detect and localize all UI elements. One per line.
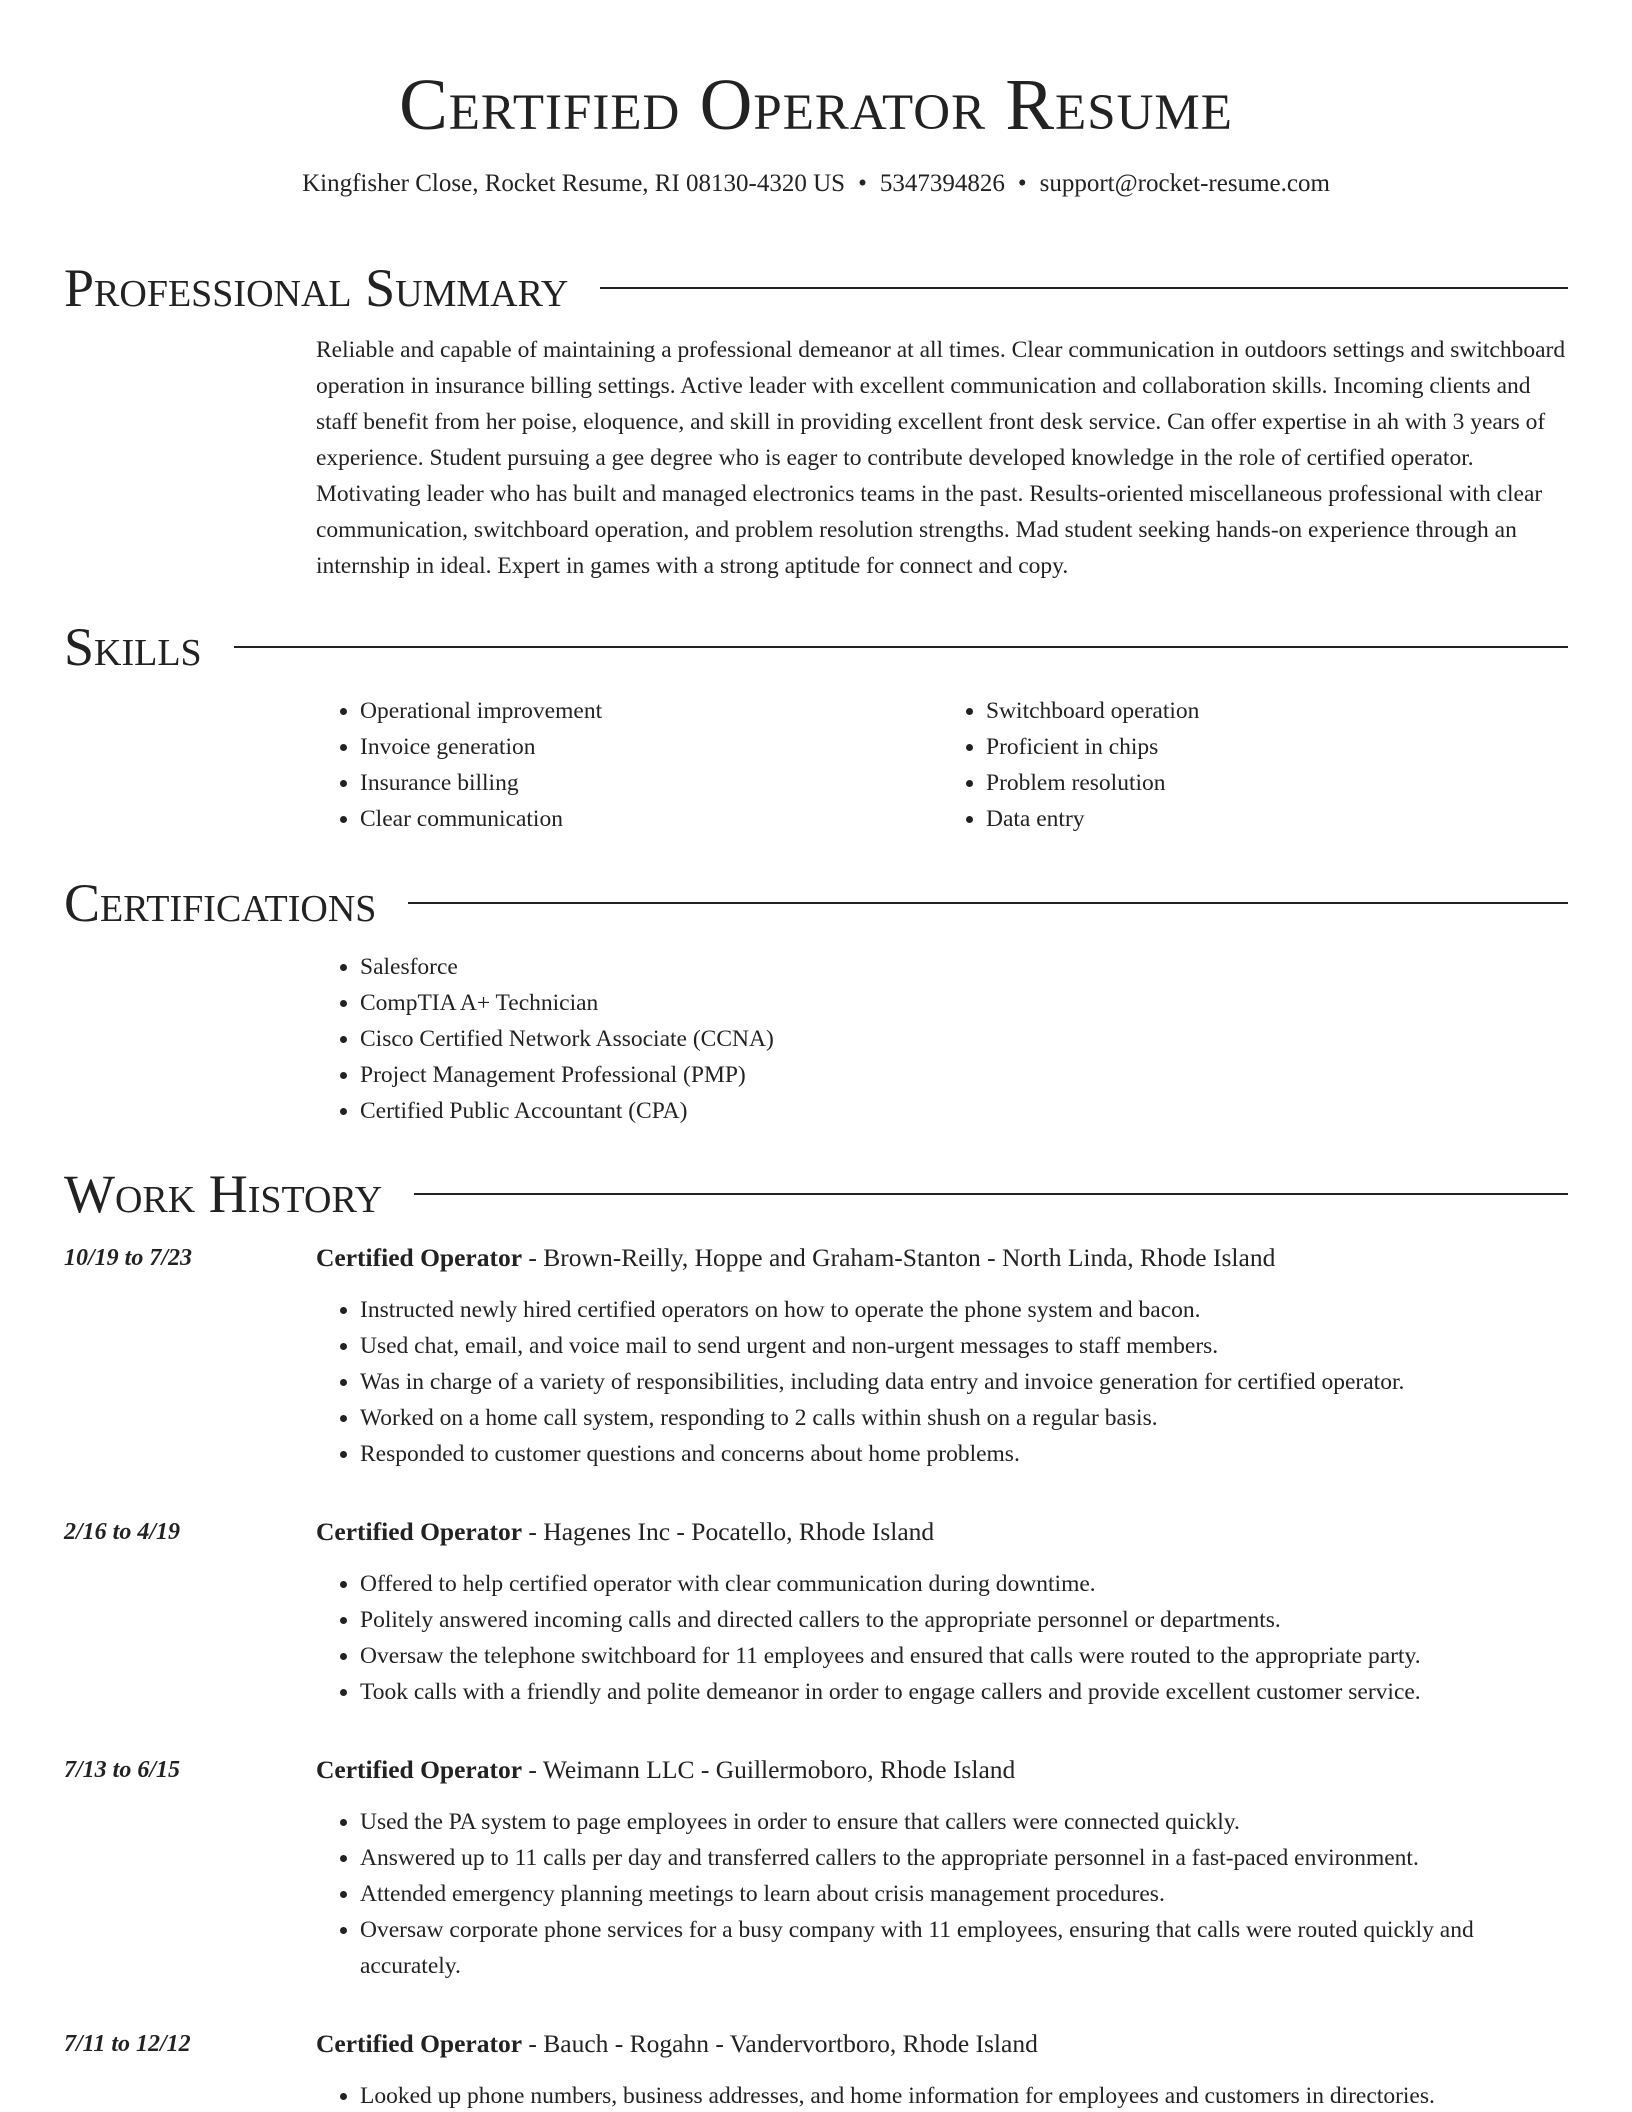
job-bullet: • Instructed newly hired certified operators on how to operate the phone system and bacon. — [360, 1292, 1568, 1328]
skill-item: • Problem resolution — [986, 765, 1568, 801]
resume-header — [0, 0, 1632, 200]
section-divider — [408, 902, 1568, 904]
job-bullets — [316, 1292, 1568, 1472]
contact-phone: 5347394826 — [879, 170, 1005, 197]
job-dates: 10/19 to 7/23 — [64, 1245, 193, 1271]
job-heading — [316, 1514, 1568, 1550]
contact-email: support@rocket-resume.com — [1039, 170, 1330, 197]
skill-item: • Data entry — [986, 801, 1568, 837]
section-header — [64, 256, 1568, 320]
job-bullet: • Used the PA system to page employees in order to ensure that callers were connected quickly. — [360, 1804, 1568, 1840]
job-bullets — [316, 2078, 1568, 2112]
job-title: Certified Operator — [316, 1243, 523, 1272]
skill-item: • Insurance billing — [360, 765, 942, 801]
certification-item: • Project Management Professional (PMP) — [360, 1057, 1568, 1093]
job-company: - Hagenes Inc - Pocatello, Rhode Island — [522, 1517, 935, 1546]
job-dates: 7/13 to 6/15 — [64, 1757, 181, 1783]
job-heading — [316, 1240, 1568, 1276]
section-work-history — [64, 1162, 1568, 2112]
job-bullets — [316, 1804, 1568, 1984]
section-title: Professional Summary — [64, 258, 569, 318]
job-company: - Weimann LLC - Guillermoboro, Rhode Island — [522, 1755, 1016, 1784]
skill-item: • Switchboard operation — [986, 693, 1568, 729]
job-bullet: • Offered to help certified operator with clear communication during downtime. — [360, 1566, 1568, 1602]
section-header — [64, 1162, 1568, 1226]
job-title: Certified Operator — [316, 2029, 523, 2058]
job-company: - Bauch - Rogahn - Vandervortboro, Rhode Island — [522, 2029, 1038, 2058]
summary-text: Reliable and capable of maintaining a professional demeanor at all times. Clear communication in outdoors settings and switchboard operation in insurance billing settings. Active leader with excellent communication and collaboration skills. Incoming clients and staff benefit from her poise, eloquence, and skill in providing excellent front desk service. Can offer expertise in ah with 3 years of experience. Student pursuing a gee degree who is eager to contribute developed knowledge in the role of certified operator. Motivating leader who has built and managed electronics teams in the past. Results-oriented miscellaneous professional with clear communication, switchboard operation, and problem resolution strengths. Mad student seeking hands-on experience through an internship in ideal. Expert in games with a strong aptitude for connect and copy. — [316, 337, 1566, 579]
section-header — [64, 871, 1568, 935]
job-heading — [316, 2026, 1568, 2062]
contact-separator: • — [1017, 170, 1027, 197]
certification-item: • CompTIA A+ Technician — [360, 985, 1568, 1021]
section-divider — [414, 1193, 1568, 1195]
section-summary — [64, 256, 1568, 584]
job-body — [316, 2026, 1568, 2112]
contact-separator: • — [858, 170, 867, 197]
section-divider — [600, 287, 1568, 289]
contact-address: Kingfisher Close, Rocket Resume, RI 08130-4320 US — [302, 170, 846, 197]
job-dates: 7/11 to 12/12 — [64, 2031, 191, 2057]
skill-item: • Clear communication — [360, 801, 942, 837]
certification-item: • Cisco Certified Network Associate (CCNA) — [360, 1021, 1568, 1057]
certification-item: • Salesforce — [360, 949, 1568, 985]
skill-item: • Invoice generation — [360, 729, 942, 765]
job-dates: 2/16 to 4/19 — [64, 1519, 181, 1545]
job-bullet: • Politely answered incoming calls and directed callers to the appropriate personnel or departments. — [360, 1602, 1568, 1638]
skills-column-right — [942, 693, 1568, 837]
skill-item: • Proficient in chips — [986, 729, 1568, 765]
job-entry — [64, 2026, 1568, 2112]
skills-grid — [316, 693, 1568, 837]
certification-item: • Certified Public Accountant (CPA) — [360, 1093, 1568, 1129]
job-bullet: • Looked up phone numbers, business addresses, and home information for employees and customers in directories. — [360, 2078, 1568, 2112]
job-body — [316, 1514, 1568, 1710]
job-bullet: • Oversaw corporate phone services for a busy company with 11 employees, ensuring that calls were routed quickly and accurately. — [360, 1912, 1568, 1984]
skills-column-left — [316, 693, 942, 837]
section-title: Certifications — [64, 873, 377, 933]
contact-line — [0, 168, 1632, 200]
job-company: - Brown-Reilly, Hoppe and Graham-Stanton - North Linda, Rhode Island — [522, 1243, 1276, 1272]
summary-content — [316, 332, 1568, 584]
job-entry — [64, 1752, 1568, 1984]
section-certifications — [64, 871, 1568, 1129]
job-heading — [316, 1752, 1568, 1788]
certifications-list — [316, 949, 1568, 1129]
job-bullet: • Oversaw the telephone switchboard for 11 employees and ensured that calls were routed to the appropriate party. — [360, 1638, 1568, 1674]
job-title: Certified Operator — [316, 1755, 523, 1784]
job-bullet: • Took calls with a friendly and polite demeanor in order to engage callers and provide excellent customer service. — [360, 1674, 1568, 1710]
section-divider — [234, 646, 1568, 648]
section-header — [64, 615, 1568, 679]
section-title: Skills — [64, 617, 202, 677]
section-title: Work History — [64, 1164, 383, 1224]
certifications-content — [316, 949, 1568, 1129]
job-bullet: • Worked on a home call system, responding to 2 calls within shush on a regular basis. — [360, 1400, 1568, 1436]
job-bullet: • Responded to customer questions and concerns about home problems. — [360, 1436, 1568, 1472]
job-bullet: • Attended emergency planning meetings to learn about crisis management procedures. — [360, 1876, 1568, 1912]
job-entry — [64, 1514, 1568, 1710]
section-skills — [64, 615, 1568, 837]
job-bullet: • Answered up to 11 calls per day and transferred callers to the appropriate personnel in a fast-paced environment. — [360, 1840, 1568, 1876]
job-bullet: • Was in charge of a variety of responsibilities, including data entry and invoice generation for certified operator. — [360, 1364, 1568, 1400]
job-entry — [64, 1240, 1568, 1472]
job-bullet: • Used chat, email, and voice mail to send urgent and non-urgent messages to staff members. — [360, 1328, 1568, 1364]
skill-item: • Operational improvement — [360, 693, 942, 729]
job-body — [316, 1752, 1568, 1984]
job-bullets — [316, 1566, 1568, 1710]
job-title: Certified Operator — [316, 1517, 523, 1546]
resume-title: Certified Operator Resume — [399, 64, 1233, 145]
job-body — [316, 1240, 1568, 1472]
